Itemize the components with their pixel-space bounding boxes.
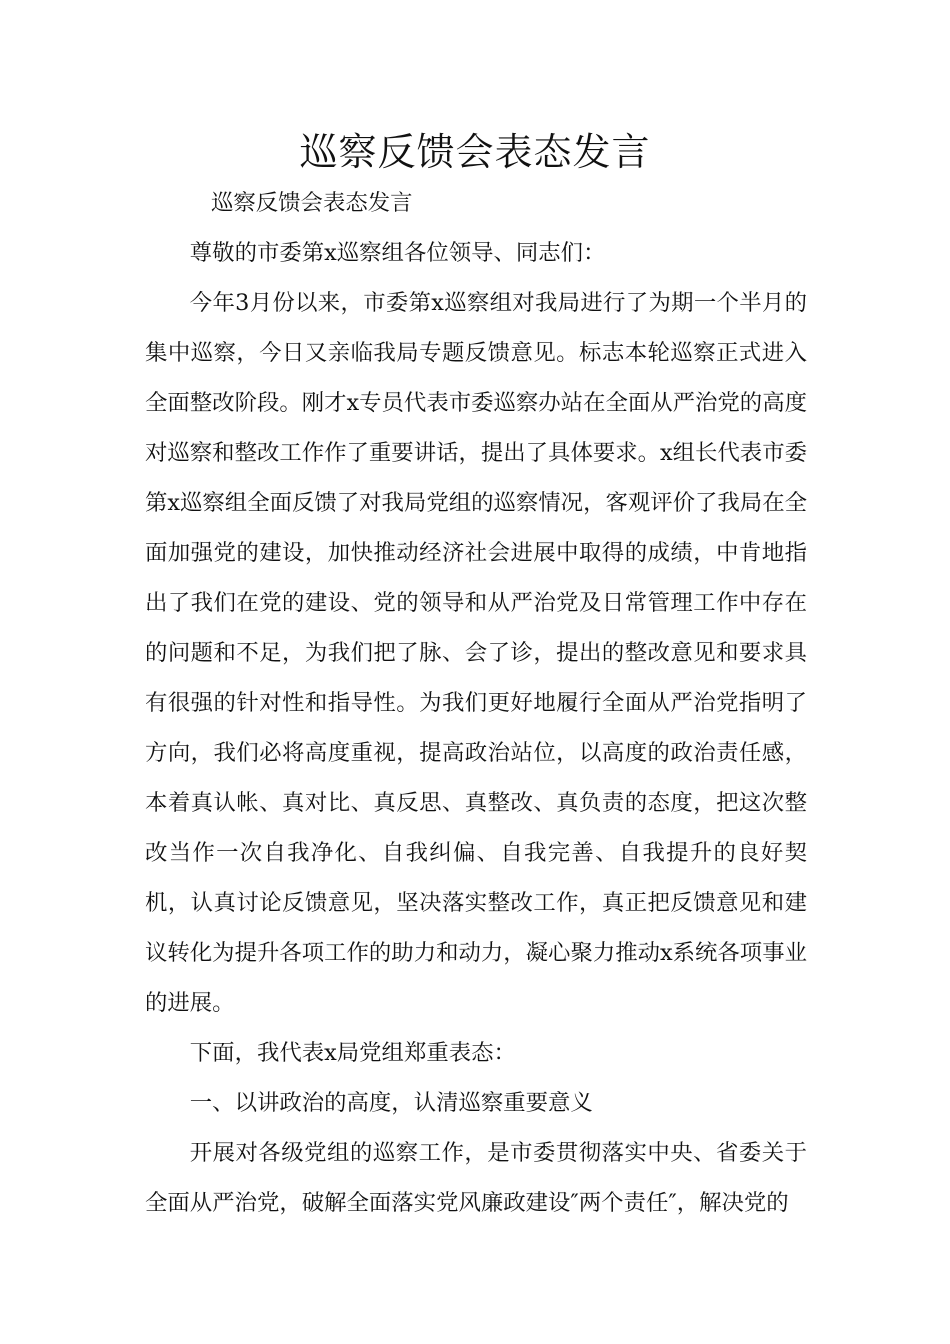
document-subtitle: 巡察反馈会表态发言 [211, 190, 413, 216]
statement-lead-paragraph: 下面，我代表x局党组郑重表态： [189, 1040, 516, 1066]
document-title: 巡察反馈会表态发言 [299, 130, 651, 174]
section-1-paragraph: 开展对各级党组的巡察工作，是市委贯彻落实中央、省委关于全面从严治党，破解全面落实党风廉政建设″两个责任″，解决党的 [145, 1140, 807, 1216]
intro-paragraph: 今年3月份以来，市委第x巡察组对我局进行了为期一个半月的集中巡察，今日又亲临我局专题反馈意见。标志本轮巡察正式进入全面整改阶段。刚才x专员代表市委巡察办站在全面从严治党的高度对巡察和整改工作作了重要讲话，提出了具体要求。x组长代表市委第x巡察组全面反馈了对我局党组的巡察情况，客观评价了我局在全面加强党的建设，加快推动经济社会进展中取得的成绩，中肯地指出了我们在党的建设、党的领导和从严治党及日常管理工作中存在的问题和不足，为我们把了脉、会了诊，提出的整改意见和要求具有很强的针对性和指导性。为我们更好地履行全面从严治党指明了方向，我们必将高度重视，提高政治站位，以高度的政治责任感，本着真认帐、真对比、真反思、真整改、真负责的态度，把这次整改当作一次自我净化、自我纠偏、自我完善、自我提升的良好契机，认真讨论反馈意见，坚决落实整改工作，真正把反馈意见和建议转化为提升各项工作的助力和动力，凝心聚力推动x系统各项事业的进展。 [145, 290, 807, 1016]
document-body [145, 178, 807, 1228]
section-heading-1: 一、以讲政治的高度，认清巡察重要意义 [189, 1090, 593, 1116]
salutation-paragraph: 尊敬的市委第x巡察组各位领导、同志们： [189, 240, 606, 266]
